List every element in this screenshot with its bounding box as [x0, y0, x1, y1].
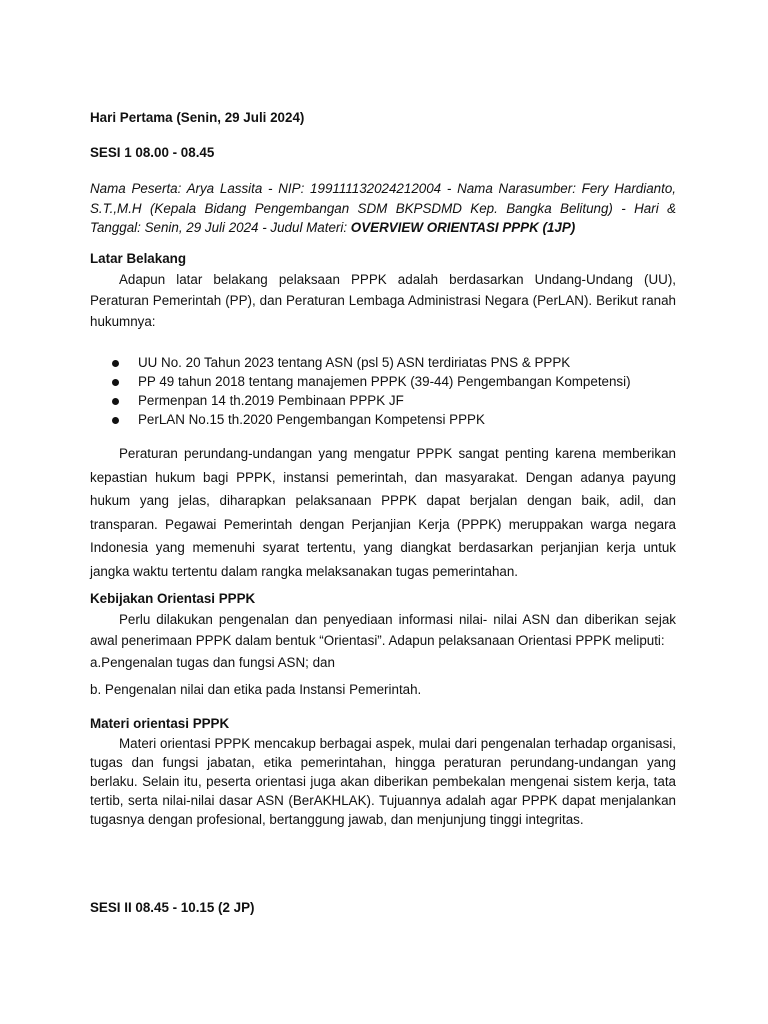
list-item: UU No. 20 Tahun 2023 tentang ASN (psl 5) ASN terdiriatas PNS & PPPK [90, 353, 676, 372]
session-2-heading: SESI II 08.45 - 10.15 (2 JP) [90, 900, 255, 915]
bullet-icon [112, 417, 119, 424]
materi-body: Materi orientasi PPPK mencakup berbagai aspek, mulai dari pengenalan terhadap organisasi, tugas dan fungsi jabatan, etika pemerintahan, hingga peraturan perundang-undangan yang berlaku. Selain itu, peserta orientasi juga akan diberikan pembekalan mengenai sistem kerja, tata tertib, serta nilai-nilai dasar ASN (BerAKHLAK). Tujuannya adalah agar PPPK dapat menjalankan tugasnya dengan profesional, bertanggung jawab, dan menjunjung tinggi integritas. [90, 736, 676, 827]
session-1-heading: SESI 1 08.00 - 08.45 [90, 145, 215, 160]
latar-belakang-heading: Latar Belakang [90, 251, 187, 266]
kebijakan-body: Perlu dilakukan pengenalan dan penyediaan informasi nilai- nilai ASN dan diberikan sejak awal penerimaan PPPK dalam bentuk “Orientasi”. Adapun pelaksanaan Orientasi PPPK meliputi: [90, 612, 676, 648]
day-heading: Hari Pertama (Senin, 29 Juli 2024) [90, 110, 305, 125]
bullet-icon [112, 360, 119, 367]
list-item: PP 49 tahun 2018 tentang manajemen PPPK (39-44) Pengembangan Kompetensi) [90, 372, 676, 391]
material-title: OVERVIEW ORIENTASI PPPK (1JP) [350, 220, 576, 235]
list-item: PerLAN No.15 th.2020 Pengembangan Kompetensi PPPK [90, 410, 676, 429]
latar-belakang-body: Peraturan perundang-undangan yang mengatur PPPK sangat penting karena memberikan kepastian hukum bagi PPPK, instansi pemerintah, dan masyarakat. Dengan adanya payung hukum yang jelas, diharapkan pelaksanaan PPPK dapat berjalan dengan baik, adil, dan transparan. Pegawai Pemerintah dengan Perjanjian Kerja (PPPK) meruppakan warga negara Indonesia yang memenuhi syarat tertentu, yang diangkat berdasarkan perjanjian kerja untuk jangka waktu tertentu dalam rangka melaksanakan tugas pemerintahan. [90, 446, 676, 579]
kebijakan-item-a: a.Pengenalan tugas dan fungsi ASN; dan [90, 655, 335, 670]
session-meta-text: Nama Peserta: Arya Lassita - NIP: 199111132024212004 - Nama Narasumber: Fery Hardianto, S.T.,M.H (Kepala Bidang Pengembangan SDM BKPSDMD Kep. Bangka Belitung) - Hari & Tanggal: Senin, 29 Juli 2024 - Judul Materi: [90, 181, 676, 235]
latar-belakang-intro: Adapun latar belakang pelaksaan PPPK adalah berdasarkan Undang-Undang (UU), Peraturan Pemerintah (PP), dan Peraturan Lembaga Administrasi Negara (PerLAN). Berikut ranah hukumnya: [90, 272, 676, 329]
materi-heading: Materi orientasi PPPK [90, 716, 230, 731]
list-item: Permenpan 14 th.2019 Pembinaan PPPK JF [90, 391, 676, 410]
bullet-icon [112, 379, 119, 386]
bullet-icon [112, 398, 119, 405]
kebijakan-item-b: b. Pengenalan nilai dan etika pada Instansi Pemerintah. [90, 682, 422, 697]
legal-basis-list [90, 353, 676, 429]
kebijakan-heading: Kebijakan Orientasi PPPK [90, 591, 256, 606]
session-meta [90, 179, 676, 238]
